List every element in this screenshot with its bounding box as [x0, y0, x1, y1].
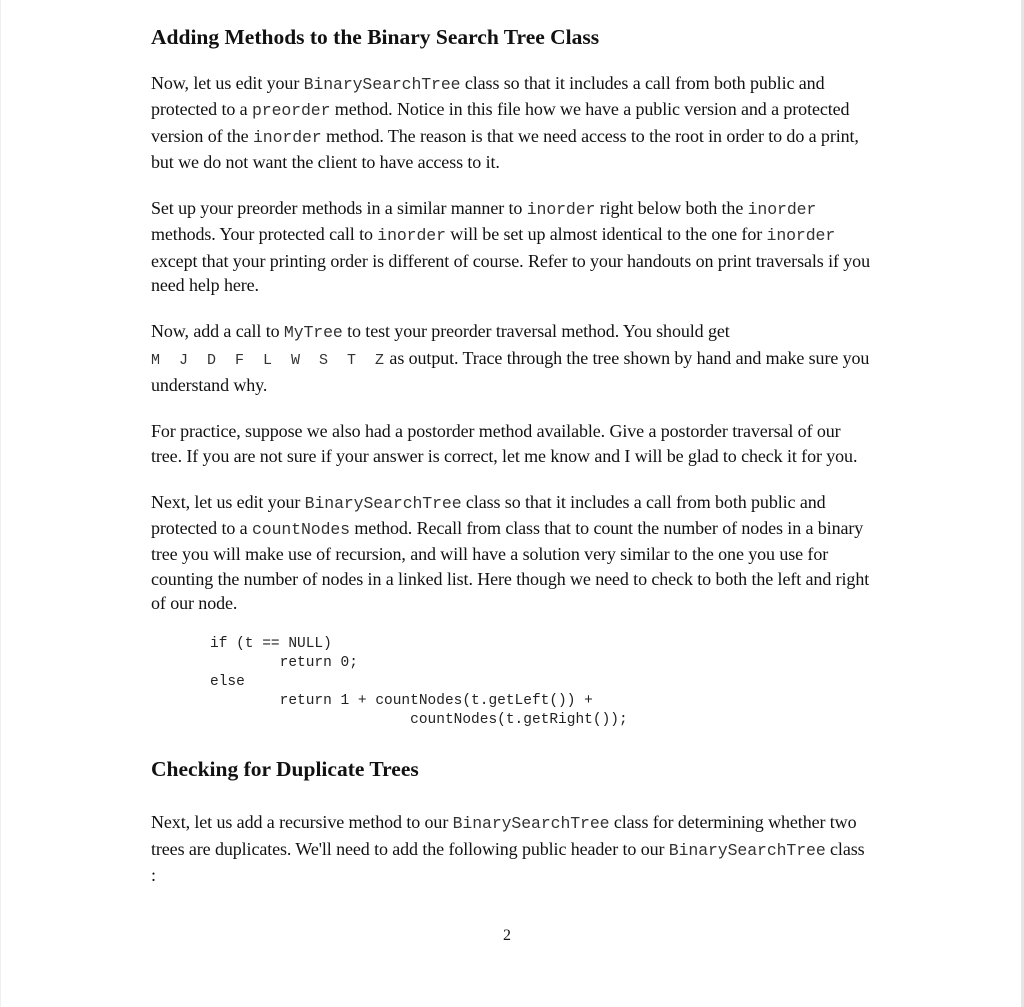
code-binarysearchtree: BinarySearchTree [452, 814, 610, 834]
code-block-countnodes: if (t == NULL) return 0; else return 1 + countNodes(t.getLeft()) + countNodes(t.getRight()); [210, 636, 628, 729]
code-inorder: inorder [252, 127, 322, 147]
text-run: method. Recall from class that to count the number of nodes in a binary tree you will make use of recursion, and will have a solution very similar to the one you use for counting the number of nodes in a linked list. Here though we need to check to both the left and right of our node. [151, 518, 870, 614]
code-inorder: inorder [747, 200, 817, 220]
text-run: class so that it includes a call from both public and protected to a [151, 73, 825, 120]
section-heading-adding-methods: Adding Methods to the Binary Search Tree Class [151, 25, 600, 49]
text-run: method. The reason is that we need access to the root in order to do a print, but we do not want the client to have access to it. [151, 125, 859, 172]
code-binarysearchtree: BinarySearchTree [303, 75, 461, 94]
code-inorder: inorder [377, 226, 446, 246]
text-run: Next, let us edit your [151, 491, 305, 512]
text-run: method. Notice in this file how we have a public version and a protected version of the [151, 99, 850, 146]
code-inorder: inorder [766, 226, 836, 246]
code-binarysearchtree: BinarySearchTree [304, 493, 462, 513]
paragraph-mytree-test [151, 319, 871, 397]
text-run: except that your printing order is different of course. Refer to your handouts on print traversals if you need help here. [151, 250, 870, 296]
text-run: Now, let us edit your [151, 73, 304, 93]
text-run: will be set up almost identical to the one for [445, 224, 767, 245]
paragraph-preorder-setup [151, 196, 871, 297]
page-left-edge [0, 0, 1, 1007]
text-run: right below both the [595, 198, 748, 219]
paragraph-preorder-intro [151, 71, 871, 174]
text-run: class for determining whether two trees are duplicates. We'll need to add the following public header to our [151, 812, 857, 859]
text-run: class : [151, 838, 865, 885]
code-inorder: inorder [526, 200, 596, 220]
text-run: as output. Trace through the tree shown by hand and make sure you understand why. [151, 347, 870, 395]
page-number: 2 [503, 927, 511, 944]
text-run: methods. Your protected call to [151, 224, 378, 245]
text-run: to test your preorder traversal method. You should get [342, 321, 730, 342]
document-content [151, 22, 871, 887]
text-run: class so that it includes a call from both public and protected to a [151, 491, 826, 539]
paragraph-countnodes [151, 490, 871, 615]
code-mytree: MyTree [283, 323, 343, 343]
text-run: Next, let us add a recursive method to our [151, 812, 453, 833]
text-run: Set up your preorder methods in a similar manner to [151, 198, 527, 219]
preorder-output-sequence: M J D F L W S T Z [151, 351, 386, 369]
paragraph-duplicate-trees [151, 810, 871, 887]
paragraph-postorder-practice: For practice, suppose we also had a postorder method available. Give a postorder traversal of our tree. If you are not sure if your answer is correct, let me know and I will be glad to check it for you. [151, 421, 858, 466]
section-heading-duplicate-trees: Checking for Duplicate Trees [151, 757, 419, 782]
code-preorder: preorder [251, 101, 331, 121]
code-countnodes: countNodes [251, 520, 350, 540]
text-run: Now, add a call to [151, 321, 284, 342]
code-binarysearchtree: BinarySearchTree [668, 840, 826, 860]
